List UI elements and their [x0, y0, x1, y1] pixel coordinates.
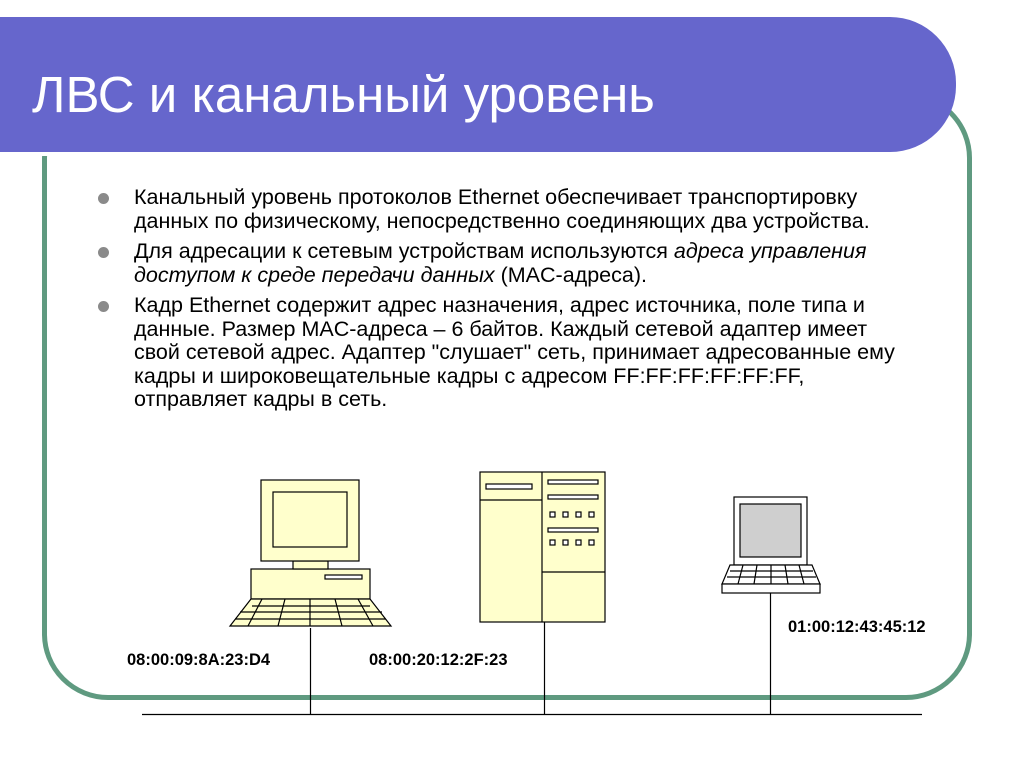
slide-title: ЛВС и канальный уровень [32, 66, 655, 123]
mac-label-server: 08:00:20:12:2F:23 [369, 651, 508, 669]
mac-label-desktop: 08:00:09:8A:23:D4 [127, 651, 271, 669]
bullet-text-pre: Для адресации к сетевым устройствам используются [134, 239, 674, 263]
laptop-icon [722, 497, 820, 593]
bullet-text: Канальный уровень протоколов Ethernet обеспечивает транспортировку данных по физическому, непосредственно соединяющих два устройства. [134, 185, 870, 233]
bullet-text: Кадр Ethernet содержит адрес назначения, адрес источника, поле типа и данные. Размер MAC-адреса – 6 байтов. Каждый сетевой адаптер имеет свой сетевой адрес. Адаптер "слушает" сеть, принимает адресованные ему кадры и широковещательные кадры с адресом FF:FF:FF:FF:FF:FF, отправляет кадры в сеть. [134, 293, 895, 411]
bullet-text-emphasis: адреса управления доступом к среде передачи данных [134, 239, 867, 287]
desktop-computer-icon [230, 480, 391, 626]
bullet-text-post: (MAC-адреса). [494, 262, 647, 287]
mac-label-laptop: 01:00:12:43:45:12 [788, 618, 926, 636]
server-tower-icon [480, 472, 605, 622]
